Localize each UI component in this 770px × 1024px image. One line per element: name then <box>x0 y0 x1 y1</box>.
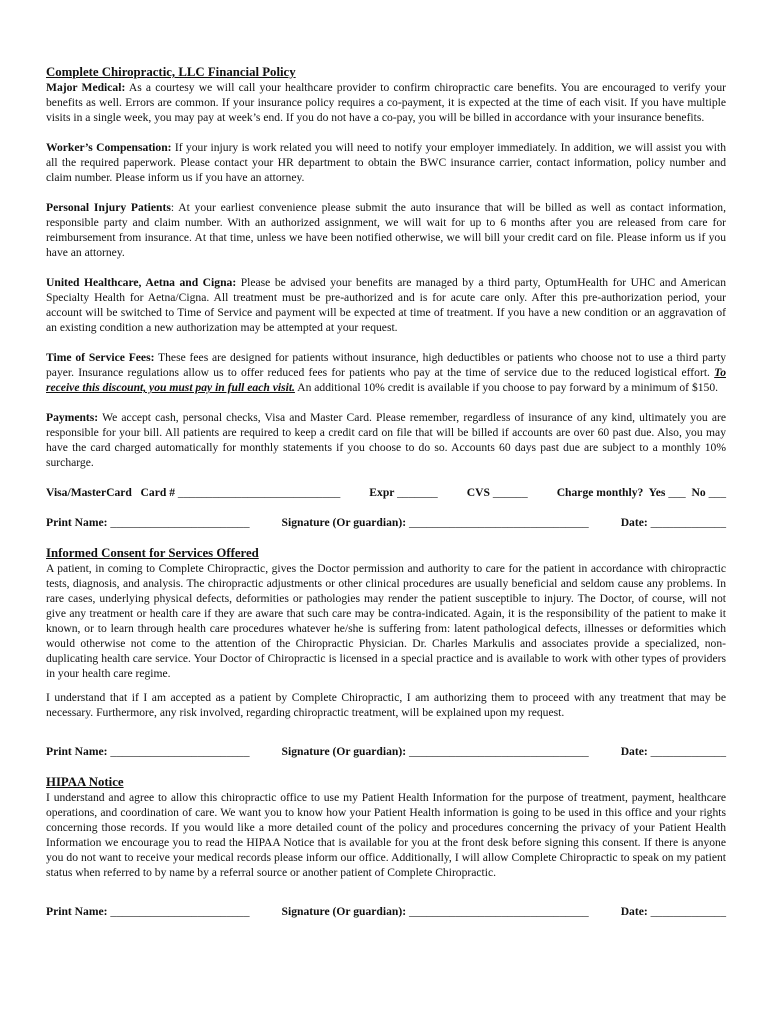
date-field[interactable]: _____________ <box>650 745 726 758</box>
financial-signature-row <box>46 515 726 530</box>
personal-injury-paragraph <box>46 200 726 260</box>
personal-injury-label: Personal Injury Patients <box>46 201 171 214</box>
print-name-field[interactable]: ________________________ <box>110 905 250 918</box>
print-name-label: Print Name: <box>46 905 111 918</box>
signature-label: Signature (Or guardian): <box>281 905 409 918</box>
time-of-service-paragraph <box>46 350 726 395</box>
informed-consent-title: Informed Consent for Services Offered <box>46 546 259 560</box>
date-field[interactable]: _____________ <box>650 905 726 918</box>
print-name-group <box>46 515 250 530</box>
card-number-label: Visa/MasterCard Card # <box>46 486 178 499</box>
signature-label: Signature (Or guardian): <box>281 516 409 529</box>
print-name-label: Print Name: <box>46 745 111 758</box>
time-of-service-label: Time of Service Fees: <box>46 351 155 364</box>
personal-injury-text: : At your earliest convenience please submit the auto insurance that will be billed as well as contact information, responsible party and claim number. With an authorized assignment, we will wait for up to 6 months after you are released from care for reimbursement from insurance. At that time, unless we have been notified otherwise, we will bill your credit card on file. Please inform us if you have an attorney. <box>46 201 726 259</box>
signature-group <box>282 904 589 919</box>
print-name-group <box>46 744 250 759</box>
date-label: Date: <box>620 745 651 758</box>
signature-group <box>282 744 589 759</box>
major-medical-text: As a courtesy we will call your healthcare provider to confirm chiropractic care benefits. You are encouraged to verify your benefits as well. Errors are common. If your insurance policy requires a co-payment, it is expected at the time of each visit. If you have multiple visits in a single week, you may pay at week’s end. If you do not have a co-pay, you will be billed in accordance with your insurance benefits. <box>46 81 727 124</box>
workers-comp-label: Worker’s Compensation: <box>46 141 172 154</box>
print-name-field[interactable]: ________________________ <box>110 745 250 758</box>
signature-field[interactable]: _______________________________ <box>408 745 589 758</box>
cvs-field[interactable]: ______ <box>492 486 528 499</box>
time-of-service-text: These fees are designed for patients without insurance, high deductibles or patients who choose not to use a third party payer. Insurance regulations allow us to offer reduced fees for patients who pay at the time of service due to the reduced logistical effort. <box>46 351 726 379</box>
date-group <box>621 515 726 530</box>
uhc-aetna-cigna-label: United Healthcare, Aetna and Cigna: <box>46 276 237 289</box>
charge-monthly-label: Charge monthly? Yes <box>556 486 669 499</box>
card-info-row <box>46 485 726 500</box>
major-medical-paragraph <box>46 80 726 125</box>
charge-monthly-no-label: No <box>685 486 709 499</box>
expiration-group <box>369 485 437 500</box>
charge-monthly-group <box>557 485 726 500</box>
card-number-group <box>46 485 340 500</box>
payments-label: Payments: <box>46 411 99 424</box>
hipaa-notice-title: HIPAA Notice <box>46 775 124 789</box>
cvs-label: CVS <box>466 486 493 499</box>
uhc-aetna-cigna-text: Please be advised your benefits are managed by a third party, OptumHealth for UHC and American Specialty Health for Aetna/Cigna. All treatment must be pre-authorized and is for acute care only. After this pre-authorization period, your account will be switched to Time of Service and payment will be expected at time of treatment. If you have a new condition or an aggravation of an existing condition a new authorization may be attempted at your request. <box>46 276 726 334</box>
signature-field[interactable]: _______________________________ <box>408 516 589 529</box>
time-of-service-text-2: An additional 10% credit is available if you choose to pay forward by a minimum of $150. <box>294 381 719 394</box>
date-label: Date: <box>620 516 651 529</box>
card-number-field[interactable]: ____________________________ <box>177 486 341 499</box>
financial-policy-title: Complete Chiropractic, LLC Financial Policy <box>46 65 296 79</box>
signature-group <box>282 515 589 530</box>
charge-monthly-no-field[interactable]: ___ <box>708 486 726 499</box>
hipaa-signature-row <box>46 904 726 919</box>
signature-label: Signature (Or guardian): <box>281 745 409 758</box>
signature-field[interactable]: _______________________________ <box>408 905 589 918</box>
major-medical-label: Major Medical: <box>46 81 126 94</box>
informed-consent-understanding: I understand that if I am accepted as a patient by Complete Chiropractic, I am authorizing them to proceed with any treatment that may be necessary. Furthermore, any risk involved, regarding chiropractic treatment, will be explained upon my request. <box>46 691 726 719</box>
informed-consent-paragraph: A patient, in coming to Complete Chiropractic, gives the Doctor permission and authority to care for the patient in accordance with chiropractic tests, diagnosis, and analysis. The chiropractic adjustments or other clinical procedures are usually beneficial and seldom cause any problems. In rare cases, underlying physical defects, deformities or pathologies may render the patient susceptible to injury. The Doctor, of course, will not give any treatment or health care if they are aware that such care may be contra-indicated. Again, it is the responsibility of the patient to make it known, or to learn through health care procedures whatever he/she is suffering from: latent pathological defects, illnesses or deformities which would otherwise not come to the attention of the Chiropractic Physician. Dr. Charles Markulis and associates provide a specialized, non-duplicating health care service. Your Doctor of Chiropractic is licensed in a special practice and is available to work with other types of providers in your health care regime. <box>46 562 726 680</box>
hipaa-notice-paragraph: I understand and agree to allow this chiropractic office to use my Patient Health Information for the purpose of treatment, payment, healthcare operations, and coordination of care. We want you to know how your Patient Health information is going to be used in this office and your rights concerning those records. If you would like a more detailed count of the policy and procedures concerning the privacy of your Patient Health Information we encourage you to read the HIPAA Notice that is available for you at the front desk before signing this consent. If there is anyone you do not want to receive your medical records please inform our office. Additionally, I will allow Complete Chiropractic to speak on my patient status when referred to by name by a referral source or another patient of Complete Chiropractic. <box>46 791 726 879</box>
expiration-field[interactable]: _______ <box>397 486 438 499</box>
print-name-field[interactable]: ________________________ <box>110 516 250 529</box>
discount-emphasis: To receive this discount, you must pay in full each visit. <box>46 366 726 394</box>
print-name-group <box>46 904 250 919</box>
workers-comp-text: If your injury is work related you will need to notify your employer immediately. In addition, we will assist you with all the required paperwork. Please contact your HR department to obtain the BWC insurance carrier, contact information, policy number and claim number. Please inform us if you have an attorney. <box>46 141 726 184</box>
date-group <box>621 744 726 759</box>
payments-text: We accept cash, personal checks, Visa and Master Card. Please remember, regardless of insurance of any kind, ultimately you are responsible for your bill. All patients are required to keep a credit card on file that will be billed if accounts are over 60 past due. Also, you may have the card charged automatically for monthly statements if you choose to do so. Accounts 60 days past due are subject to a monthly 10% surcharge. <box>46 411 726 469</box>
document-content <box>46 64 726 919</box>
print-name-label: Print Name: <box>46 516 111 529</box>
payments-paragraph <box>46 410 726 470</box>
date-field[interactable]: _____________ <box>650 516 726 529</box>
cvs-group <box>467 485 528 500</box>
workers-comp-paragraph <box>46 140 726 185</box>
expiration-label: Expr <box>369 486 398 499</box>
uhc-aetna-cigna-paragraph <box>46 275 726 335</box>
date-group <box>621 904 726 919</box>
consent-signature-row <box>46 744 726 759</box>
charge-monthly-yes-field[interactable]: ___ <box>668 486 686 499</box>
date-label: Date: <box>620 905 651 918</box>
